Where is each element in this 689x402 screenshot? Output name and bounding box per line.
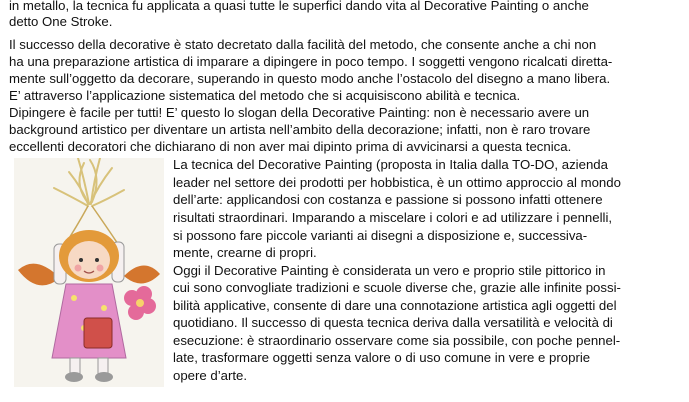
painted-doll-ornament-image xyxy=(14,158,164,387)
text-line: opere d’arte. xyxy=(173,368,248,383)
text-line: in metallo, la tecnica fu applicata a quasi tutte le superfici dando vita al Decorative Painting o anche xyxy=(9,0,589,13)
text-line: leader nel settore dei prodotti per hobbistica, è un ottimo approccio al mondo xyxy=(173,175,621,190)
text-line: quotidiano. Il successo di questa tecnica deriva dalla versatilità e velocità di xyxy=(173,315,613,330)
text-line: eccellenti decoratori che dichiarano di non aver mai dipinto prima di avvicinarsi a questa tecnica. xyxy=(9,139,572,154)
text-line: Dipingere è facile per tutti! E’ questo lo slogan della Decorative Painting: non è necessario avere un xyxy=(9,105,590,120)
text-line: mente, crearne di propri. xyxy=(173,245,317,260)
text-line: La tecnica del Decorative Painting (proposta in Italia dalla TO-DO, azienda xyxy=(173,157,608,172)
text-line: esecuzione: è straordinario osservare come sia possibile, con poche pennel- xyxy=(173,333,621,348)
text-line: risultati straordinari. Imparando a miscelare i colori e ad utilizzare i pennelli, xyxy=(173,210,613,225)
text-line: Oggi il Decorative Painting è considerata un vero e proprio stile pittorico in xyxy=(173,263,606,278)
text-line: background artistico per diventare un artista nell’ambito della decorazione; infatti, non è raro trovare xyxy=(9,122,591,137)
text-line: detto One Stroke. xyxy=(9,14,113,29)
text-line: cui sono convogliate tradizioni e scuole diverse che, grazie alle infinite possi- xyxy=(173,280,621,295)
text-line: Il successo della decorative è stato decretato dalla facilità del metodo, che consente anche a chi non xyxy=(9,37,597,52)
text-line: E’ attraverso l’applicazione sistematica del metodo che si acquisiscono abilità e tecnica. xyxy=(9,88,521,103)
text-line: si possono fare piccole varianti ai disegni a disposizione e, successiva- xyxy=(173,228,588,243)
text-line: bilità applicative, consente di dare una connotazione artistica agli oggetti del xyxy=(173,298,617,313)
text-line: dell’arte: applicandosi con costanza e passione si possono infatti ottenere xyxy=(173,192,603,207)
text-line: ha una preparazione artistica di imparare a dipingere in poco tempo. I soggetti vengono ricalcati diretta- xyxy=(9,54,613,69)
text-line: late, trasformare oggetti senza valore o di uso comune in vere e proprie xyxy=(173,350,591,365)
painted-doll-ornament-icon xyxy=(14,158,164,387)
text-line: mente sull’oggetto da decorare, superando in questo modo anche l’ostacolo del disegno a mano libera. xyxy=(9,71,611,86)
